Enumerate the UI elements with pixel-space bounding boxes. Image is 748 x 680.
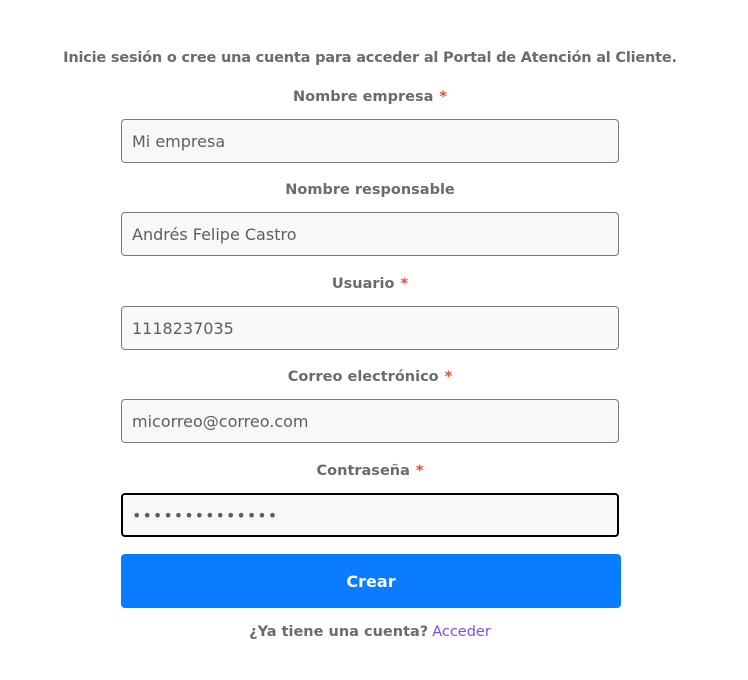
responsible-name-label (0, 182, 740, 198)
password-label-text: Contraseña (316, 463, 410, 479)
company-name-input[interactable] (121, 119, 619, 163)
company-name-label-text: Nombre empresa (293, 89, 434, 105)
required-marker: * (444, 369, 453, 385)
password-input[interactable] (121, 493, 619, 537)
login-prompt (0, 624, 740, 640)
password-label (0, 463, 740, 479)
required-marker: * (415, 463, 424, 479)
login-link[interactable]: Acceder (432, 624, 491, 640)
company-name-label (0, 89, 740, 105)
intro-text: Inicie sesión o cree una cuenta para acceder al Portal de Atención al Cliente. (63, 50, 677, 66)
create-account-button[interactable]: Crear (121, 554, 621, 608)
required-marker: * (400, 276, 409, 292)
username-label (0, 276, 740, 292)
responsible-name-label-text: Nombre responsable (285, 182, 455, 198)
username-input[interactable] (121, 306, 619, 350)
username-label-text: Usuario (331, 276, 395, 292)
email-label-text: Correo electrónico (287, 369, 439, 385)
email-label (0, 369, 740, 385)
login-question: ¿Ya tiene una cuenta? (249, 624, 429, 640)
email-input[interactable] (121, 399, 619, 443)
required-marker: * (439, 89, 447, 105)
responsible-name-input[interactable] (121, 212, 619, 256)
